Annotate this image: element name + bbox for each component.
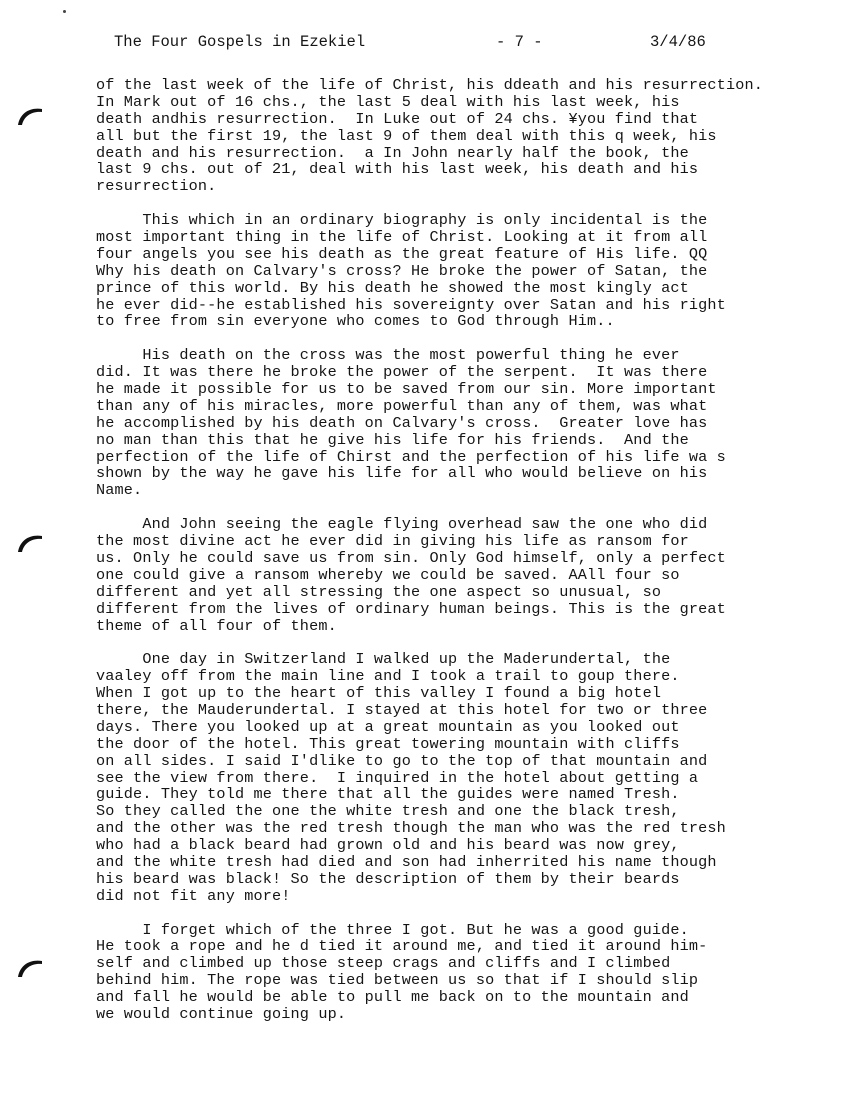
paragraph (96, 651, 841, 904)
text-line: four angels you see his death as the great feature of His life. QQ (96, 244, 708, 263)
text-line: his beard was black! So the description of them by their beards (96, 869, 680, 888)
text-line: prince of this world. By his death he showed the most kingly act (96, 278, 689, 297)
text-line: us. Only he could save us from sin. Only God himself, only a perfect (96, 548, 726, 567)
text-line: One day in Switzerland I walked up the Maderundertal, the (96, 650, 671, 669)
text-line: In Mark out of 16 chs., the last 5 deal with his last week, his (96, 92, 680, 111)
text-line: His death on the cross was the most powerful thing he ever (96, 346, 680, 365)
text-line: there, the Mauderundertal. I stayed at this hotel for two or three (96, 700, 708, 719)
header-title: The Four Gospels in Ezekiel (114, 33, 366, 51)
text-line: self and climbed up those steep crags and cliffs and I climbed (96, 954, 671, 973)
hole-punch-mark (14, 103, 44, 127)
text-line: Name. (96, 481, 143, 500)
text-line: we would continue going up. (96, 1004, 347, 1023)
text-line: no man than this that he give his life for his friends. And the (96, 430, 689, 449)
text-line: see the view from there. I inquired in the hotel about getting a (96, 768, 699, 787)
text-line: And John seeing the eagle flying overhead saw the one who did (96, 515, 708, 534)
text-line: different and yet all stressing the one aspect so unusual, so (96, 582, 662, 601)
paragraph (96, 77, 841, 195)
text-line: to free from sin everyone who comes to God through Him.. (96, 312, 615, 331)
text-line: of the last week of the life of Christ, his ddeath and his resurrection. (96, 76, 764, 94)
text-line: I forget which of the three I got. But he was a good guide. (96, 920, 689, 939)
text-line: last 9 chs. out of 21, deal with his last week, his death and his (96, 160, 699, 179)
text-line: did not fit any more! (96, 886, 291, 905)
text-line: death and his resurrection. a In John nearly half the book, the (96, 143, 689, 162)
text-line: So they called the one the white tresh and one the black tresh, (96, 802, 680, 821)
text-line: He took a rope and he d tied it around me, and tied it around him- (96, 937, 708, 956)
hole-punch-mark (14, 530, 44, 554)
text-line: on all sides. I said I'dlike to go to the top of that mountain and (96, 751, 708, 770)
text-line: theme of all four of them. (96, 616, 337, 635)
text-line: he made it possible for us to be saved from our sin. More important (96, 380, 717, 399)
text-line: behind him. The rope was tied between us so that if I should slip (96, 971, 699, 990)
text-line: than any of his miracles, more powerful than any of them, was what (96, 396, 708, 415)
text-line: most important thing in the life of Christ. Looking at it from all (96, 228, 708, 247)
paragraph (96, 922, 841, 1023)
document-body (96, 77, 841, 1040)
text-line: guide. They told me there that all the guides were named Tresh. (96, 785, 680, 804)
text-line: and fall he would be able to pull me back on to the mountain and (96, 988, 689, 1007)
text-line: different from the lives of ordinary human beings. This is the great (96, 599, 726, 618)
text-line: did. It was there he broke the power of the serpent. It was there (96, 363, 708, 382)
text-line: death andhis resurrection. In Luke out of 24 chs. ¥you find that (96, 109, 699, 128)
hole-punch-mark (14, 955, 44, 979)
text-line: shown by the way he gave his life for all who would believe on his (96, 464, 708, 483)
text-line: the most divine act he ever did in giving his life as ransom for (96, 532, 689, 551)
text-line: he accomplished by his death on Calvary's cross. Greater love has (96, 413, 708, 432)
text-line: and the other was the red tresh though the man who was the red tresh (96, 819, 726, 838)
text-line: vaaley off from the main line and I took a trail to goup there. (96, 667, 680, 686)
paragraph (96, 516, 841, 634)
text-line: Why his death on Calvary's cross? He broke the power of Satan, the (96, 261, 708, 280)
text-line: and the white tresh had died and son had inherrited his name though (96, 852, 717, 871)
text-line: the door of the hotel. This great towering mountain with cliffs (96, 734, 680, 753)
text-line: who had a black beard had grown old and his beard was now grey, (96, 836, 680, 855)
text-line: When I got up to the heart of this valley I found a big hotel (96, 684, 662, 703)
text-line: This which in an ordinary biography is only incidental is the (96, 211, 708, 230)
stray-mark (63, 10, 66, 13)
text-line: resurrection. (96, 177, 217, 196)
text-line: perfection of the life of Chirst and the perfection of his life wa s (96, 447, 726, 466)
header-page-number: - 7 - (496, 33, 543, 51)
header-date: 3/4/86 (650, 33, 706, 51)
text-line: one could give a ransom whereby we could be saved. AAll four so (96, 565, 680, 584)
text-line: he ever did--he established his sovereignty over Satan and his right (96, 295, 726, 314)
paragraph (96, 347, 841, 499)
paragraph (96, 212, 841, 330)
text-line: days. There you looked up at a great mountain as you looked out (96, 717, 680, 736)
text-line: all but the first 19, the last 9 of them deal with this q week, his (96, 126, 717, 145)
